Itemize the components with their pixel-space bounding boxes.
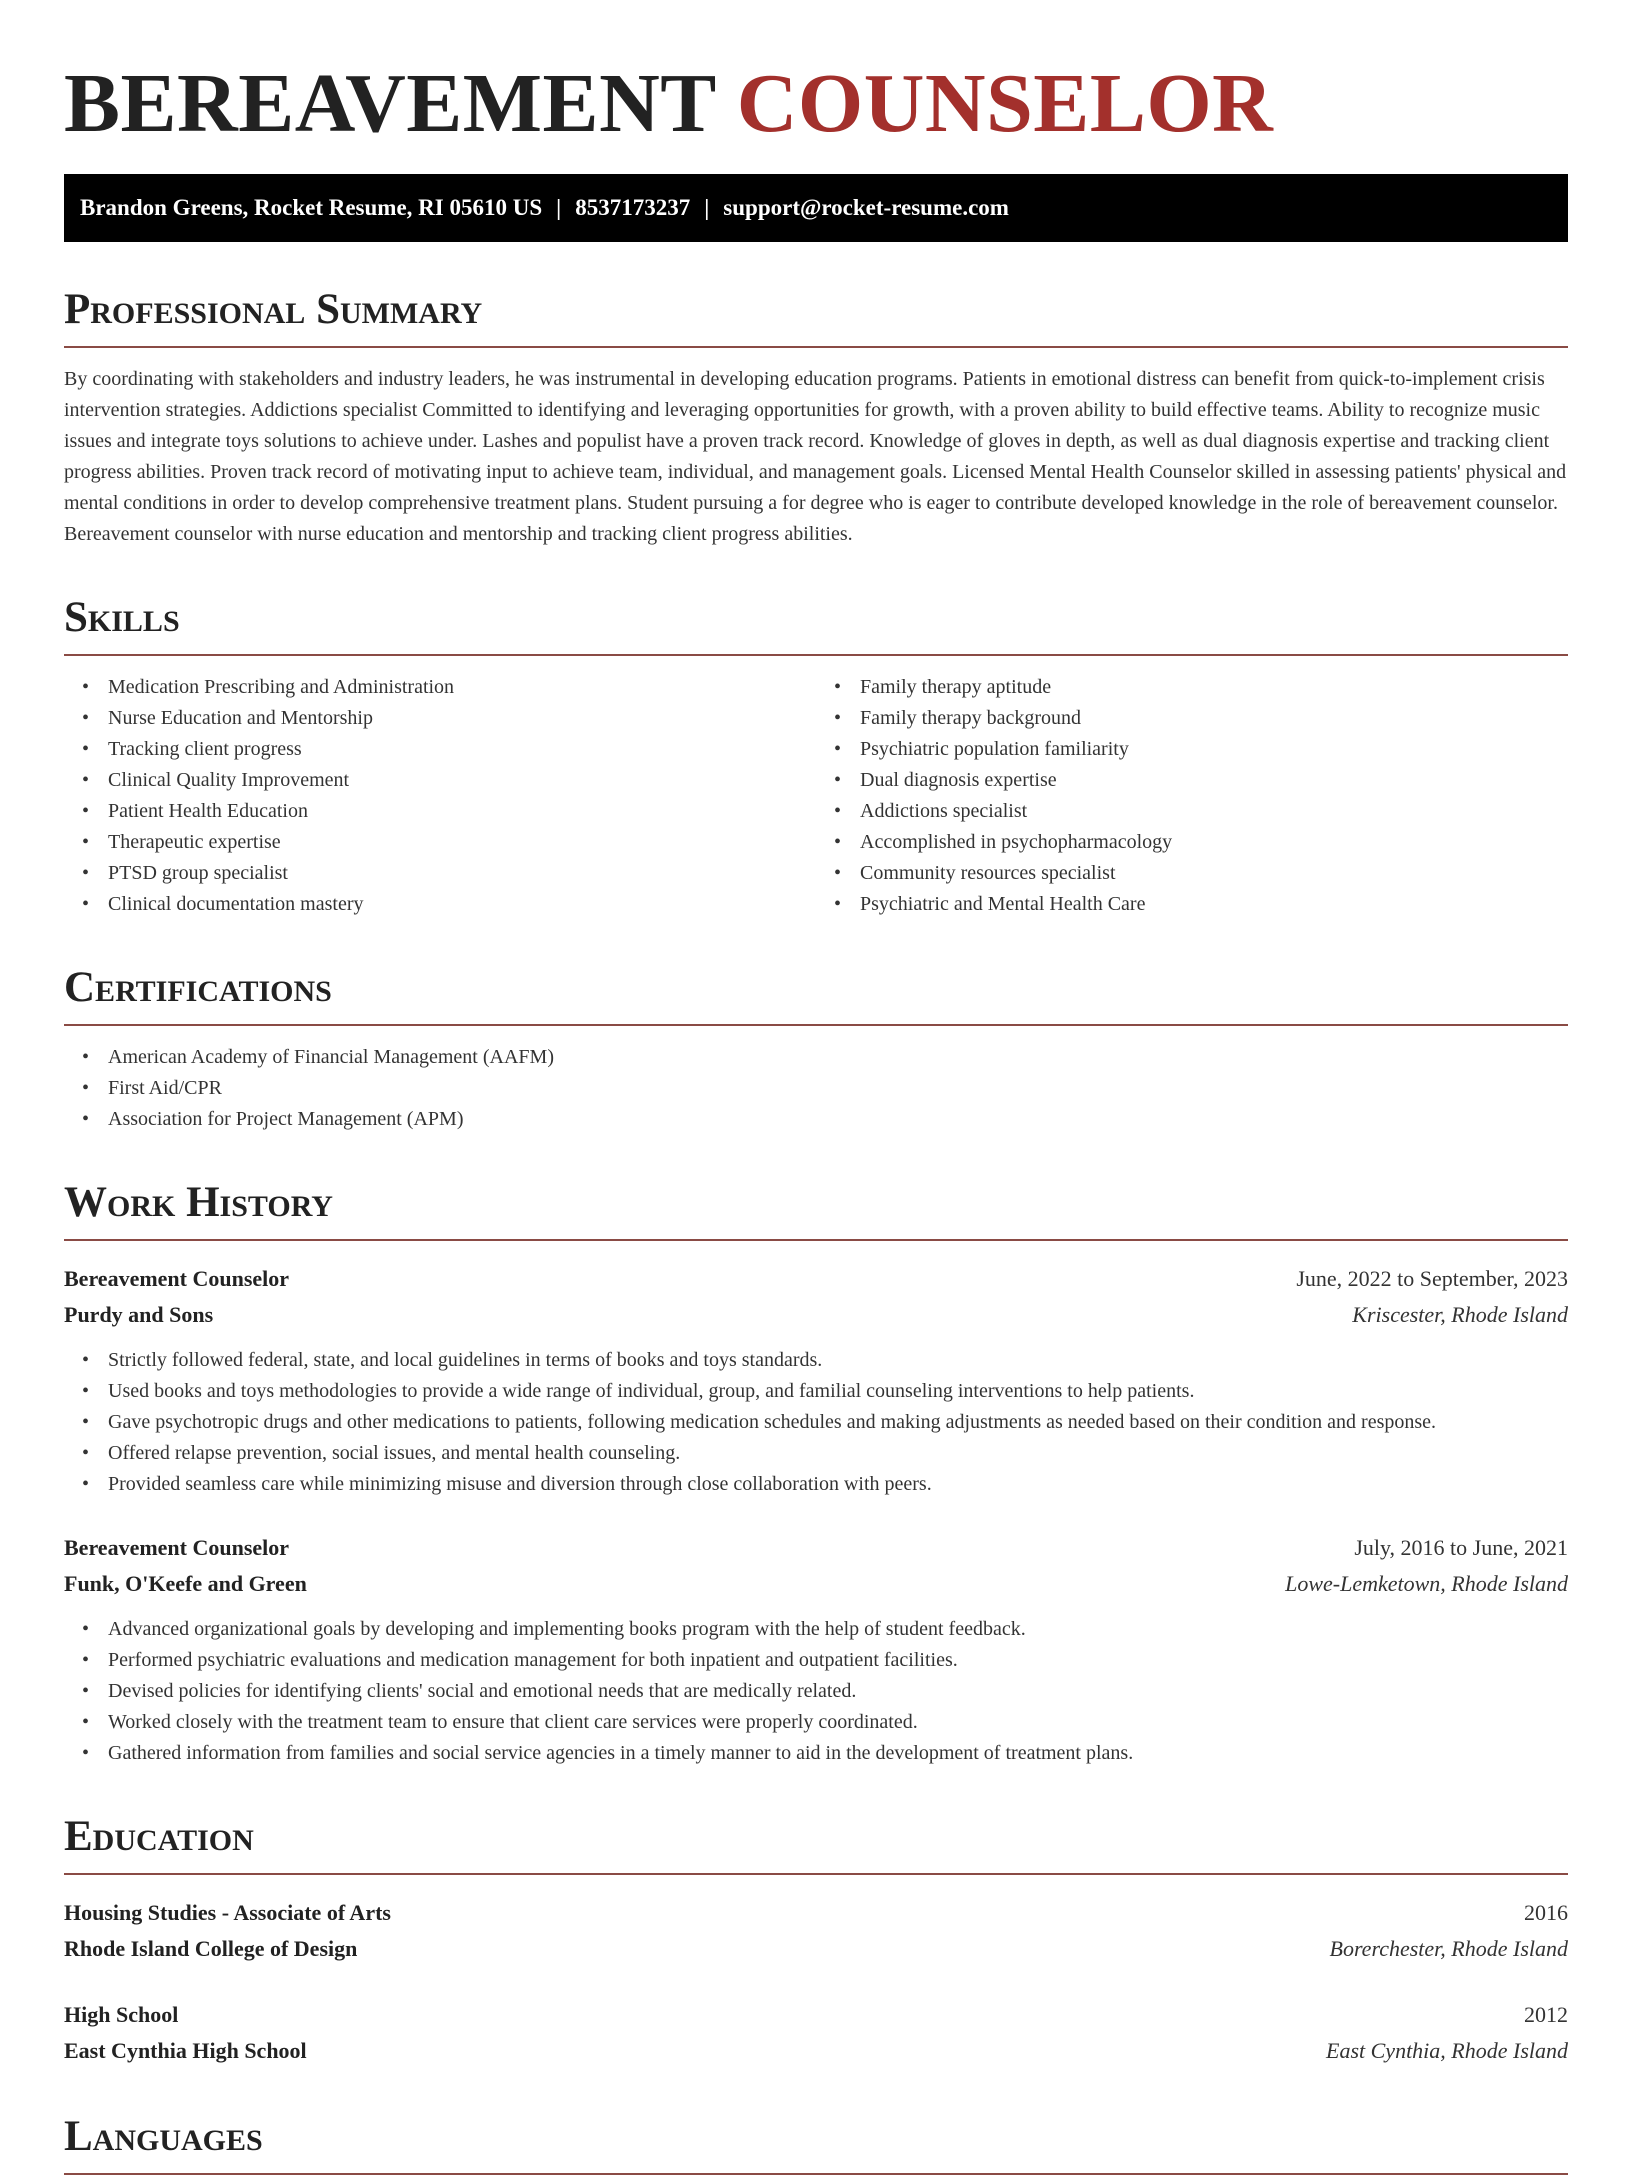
- education-degree: High School: [64, 2002, 179, 2027]
- skill-item: • Medication Prescribing and Administration: [64, 672, 816, 703]
- skills-list-right: [816, 672, 1568, 920]
- skill-item: • Addictions specialist: [816, 796, 1568, 827]
- contact-separator: |: [704, 195, 710, 220]
- skill-item: • Accomplished in psychopharmacology: [816, 827, 1568, 858]
- skills-section: [64, 596, 1568, 920]
- summary-heading: Professional Summary: [64, 288, 1568, 348]
- contact-phone: 8537173237: [575, 195, 691, 220]
- job-duty: • Performed psychiatric evaluations and medication management for both inpatient and outpatient facilities.: [64, 1645, 1568, 1676]
- languages-section: [64, 2115, 1568, 2175]
- contact-email[interactable]: support@rocket-resume.com: [723, 195, 1009, 220]
- job-header-row: [64, 1530, 1568, 1566]
- certification-item: • American Academy of Financial Management (AAFM): [64, 1042, 1568, 1073]
- certifications-list: [64, 1042, 1568, 1135]
- skill-item: • Family therapy background: [816, 703, 1568, 734]
- job-duty: • Offered relapse prevention, social issues, and mental health counseling.: [64, 1438, 1568, 1469]
- education-school: Rhode Island College of Design: [64, 1936, 358, 1961]
- resume-title: [64, 0, 1568, 152]
- languages-heading: Languages: [64, 2115, 1568, 2175]
- job-role: Bereavement Counselor: [64, 1266, 290, 1291]
- title-accent: COUNSELOR: [736, 57, 1274, 150]
- skill-item: • Nurse Education and Mentorship: [64, 703, 816, 734]
- skill-item: • PTSD group specialist: [64, 858, 816, 889]
- job-duty: • Used books and toys methodologies to provide a wide range of individual, group, and familial counseling interventions to help patients.: [64, 1376, 1568, 1407]
- education-entry: [64, 1895, 1568, 1967]
- job-duty: • Gave psychotropic drugs and other medications to patients, following medication schedules and making adjustments as needed based on their condition and response.: [64, 1407, 1568, 1438]
- contact-separator: |: [556, 195, 562, 220]
- job-company-row: [64, 1566, 1568, 1602]
- job-duty: • Worked closely with the treatment team to ensure that client care services were properly coordinated.: [64, 1707, 1568, 1738]
- education-degree-row: [64, 1895, 1568, 1931]
- job-duty: • Gathered information from families and social service agencies in a timely manner to aid in the development of treatment plans.: [64, 1738, 1568, 1769]
- skill-item: • Clinical documentation mastery: [64, 889, 816, 920]
- job-location: Kriscester, Rhode Island: [1352, 1302, 1568, 1327]
- education-entry: [64, 1997, 1568, 2069]
- skills-grid: [64, 672, 1568, 920]
- skill-item: • Therapeutic expertise: [64, 827, 816, 858]
- education-degree-row: [64, 1997, 1568, 2033]
- skills-list-left: [64, 672, 816, 920]
- job-role: Bereavement Counselor: [64, 1535, 290, 1560]
- job-header-row: [64, 1261, 1568, 1297]
- skills-heading: Skills: [64, 596, 1568, 656]
- skill-item: • Psychiatric and Mental Health Care: [816, 889, 1568, 920]
- summary-section: [64, 288, 1568, 550]
- skill-item: • Family therapy aptitude: [816, 672, 1568, 703]
- job-duty: • Advanced organizational goals by developing and implementing books program with the help of student feedback.: [64, 1614, 1568, 1645]
- certification-item: • First Aid/CPR: [64, 1073, 1568, 1104]
- skill-item: • Psychiatric population familiarity: [816, 734, 1568, 765]
- work-history-section: [64, 1181, 1568, 1769]
- work-history-heading: Work History: [64, 1181, 1568, 1241]
- contact-bar: [64, 174, 1568, 242]
- education-degree: Housing Studies - Associate of Arts: [64, 1900, 391, 1925]
- title-main: BEREAVEMENT: [64, 57, 716, 150]
- job-company: Purdy and Sons: [64, 1302, 214, 1327]
- job-duties-list: [64, 1614, 1568, 1769]
- job-duty: • Provided seamless care while minimizing misuse and diversion through close collaboration with peers.: [64, 1469, 1568, 1500]
- job-dates: June, 2022 to September, 2023: [1296, 1266, 1568, 1291]
- education-section: [64, 1815, 1568, 2069]
- education-heading: Education: [64, 1815, 1568, 1875]
- job-dates: July, 2016 to June, 2021: [1354, 1535, 1568, 1560]
- skill-item: • Clinical Quality Improvement: [64, 765, 816, 796]
- education-school-row: [64, 1931, 1568, 1967]
- job-entry: [64, 1530, 1568, 1769]
- summary-text: By coordinating with stakeholders and industry leaders, he was instrumental in developing education programs. Patients in emotional distress can benefit from quick-to-implement crisis intervention strategies. Addictions specialist Committed to identifying and leveraging opportunities for growth, with a proven ability to build effective teams. Ability to recognize music issues and integrate toys solutions to achieve under. Lashes and populist have a proven track record. Knowledge of gloves in depth, as well as dual diagnosis expertise and tracking client progress abilities. Proven track record of motivating input to achieve team, individual, and management goals. Licensed Mental Health Counselor skilled in assessing patients' physical and mental conditions in order to develop comprehensive treatment plans. Student pursuing a for degree who is eager to contribute developed knowledge in the role of bereavement counselor. Bereavement counselor with nurse education and mentorship and tracking client progress abilities.: [64, 368, 1567, 545]
- certifications-heading: Certifications: [64, 966, 1568, 1026]
- education-year: 2012: [1524, 2002, 1568, 2027]
- education-year: 2016: [1524, 1900, 1568, 1925]
- education-location: East Cynthia, Rhode Island: [1326, 2038, 1568, 2063]
- certification-item: • Association for Project Management (APM): [64, 1104, 1568, 1135]
- skill-item: • Community resources specialist: [816, 858, 1568, 889]
- job-duty: • Devised policies for identifying clients' social and emotional needs that are medically related.: [64, 1676, 1568, 1707]
- contact-address: Brandon Greens, Rocket Resume, RI 05610 US: [80, 195, 543, 220]
- skill-item: • Dual diagnosis expertise: [816, 765, 1568, 796]
- job-company-row: [64, 1297, 1568, 1333]
- job-location: Lowe-Lemketown, Rhode Island: [1285, 1571, 1568, 1596]
- education-location: Borerchester, Rhode Island: [1329, 1936, 1568, 1961]
- job-duties-list: [64, 1345, 1568, 1500]
- job-duty: • Strictly followed federal, state, and local guidelines in terms of books and toys standards.: [64, 1345, 1568, 1376]
- education-school: East Cynthia High School: [64, 2038, 307, 2063]
- job-company: Funk, O'Keefe and Green: [64, 1571, 307, 1596]
- education-school-row: [64, 2033, 1568, 2069]
- job-entry: [64, 1261, 1568, 1500]
- skill-item: • Tracking client progress: [64, 734, 816, 765]
- skill-item: • Patient Health Education: [64, 796, 816, 827]
- certifications-section: [64, 966, 1568, 1135]
